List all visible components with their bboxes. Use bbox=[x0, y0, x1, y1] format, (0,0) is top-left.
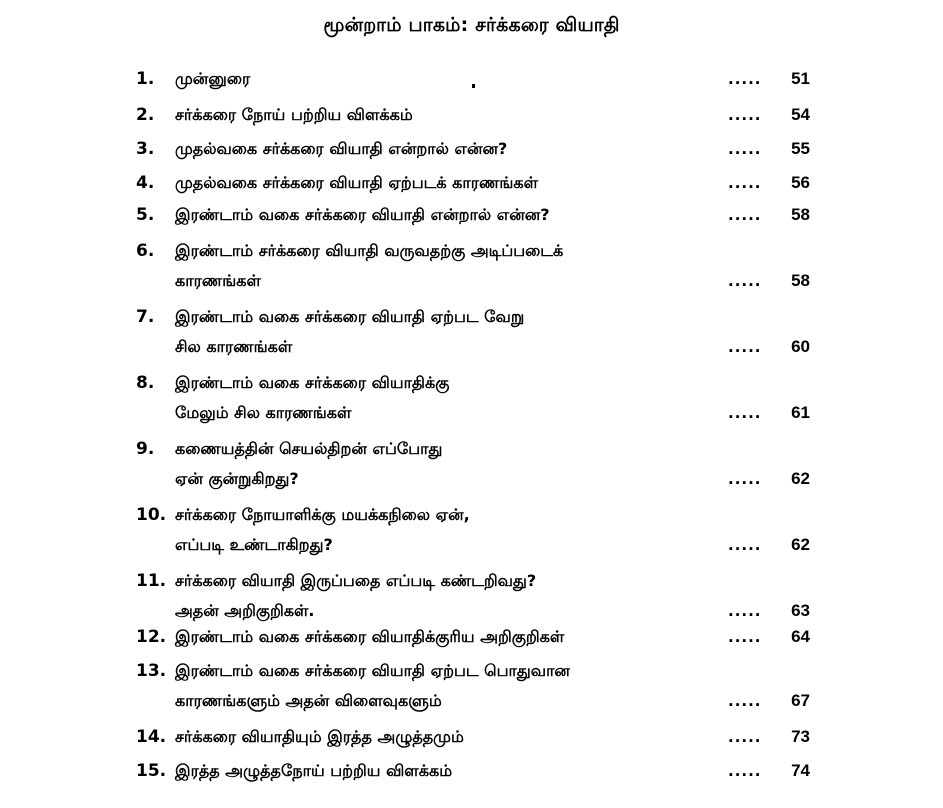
toc-entry-leader: ..... bbox=[728, 536, 762, 554]
toc-entry-page: 58 bbox=[791, 205, 810, 224]
toc-entry-title bbox=[175, 722, 720, 752]
toc-entry-title bbox=[175, 236, 720, 296]
toc-entry-title-line: முதல்வகை சர்க்கரை வியாதி ஏற்படக் காரணங்கள் bbox=[175, 173, 539, 192]
toc-entry-leader: ..... bbox=[728, 470, 762, 488]
toc-entry-title bbox=[175, 500, 720, 560]
toc-entry-leader: ..... bbox=[728, 728, 762, 746]
toc-entry-title-line: சில காரணங்கள் bbox=[175, 337, 293, 356]
toc-entry-number: 4. bbox=[136, 173, 155, 193]
toc-entry-title-line: காரணங்கள் bbox=[175, 271, 261, 290]
toc-entry-number: 12. bbox=[136, 627, 167, 647]
toc-entry-title-line: இரண்டாம் வகை சர்க்கரை வியாதி என்றால் என்ன? bbox=[175, 205, 550, 224]
toc-entry-number: 10. bbox=[136, 505, 167, 525]
toc-entry-title bbox=[175, 134, 720, 164]
toc-entry-number: 2. bbox=[136, 105, 155, 125]
toc-entry-leader: ..... bbox=[728, 272, 762, 290]
toc-entry-title-line: கணையத்தின் செயல்திறன் எப்போது bbox=[175, 439, 443, 458]
toc-entry-page: 67 bbox=[791, 691, 810, 710]
toc-entry-number: 1. bbox=[136, 69, 155, 89]
toc-entry-title-line: சர்க்கரை வியாதியும் இரத்த அழுத்தமும் bbox=[175, 727, 464, 746]
toc-entry-title-line: இரண்டாம் வகை சர்க்கரை வியாதிக்குரிய அறிகுறிகள் bbox=[175, 627, 565, 646]
toc-entry-number: 13. bbox=[136, 661, 167, 681]
toc-entry-number: 3. bbox=[136, 139, 155, 159]
toc-entry-page: 73 bbox=[791, 727, 810, 746]
toc-entry-page: 62 bbox=[791, 469, 810, 488]
toc-entry-leader: ..... bbox=[728, 628, 762, 646]
toc-entry-page: 58 bbox=[791, 271, 810, 290]
toc-entry-leader: ..... bbox=[728, 206, 762, 224]
toc-entry-title-line: இரண்டாம் சர்க்கரை வியாதி வருவதற்கு அடிப்படைக் bbox=[175, 241, 564, 260]
toc-entry-page: 54 bbox=[791, 105, 810, 124]
toc-entry-page: 51 bbox=[791, 69, 810, 88]
toc-entry-leader: ..... bbox=[728, 174, 762, 192]
toc-entry-title-line: அதன் அறிகுறிகள். bbox=[175, 601, 315, 620]
toc-entry-title bbox=[175, 100, 720, 130]
toc-entry-title bbox=[175, 302, 720, 362]
toc-entry-title-line: ஏன் குன்றுகிறது? bbox=[175, 469, 299, 488]
toc-entry-number: 8. bbox=[136, 373, 155, 393]
toc-entry-title-line: இரண்டாம் வகை சர்க்கரை வியாதி ஏற்பட வேறு bbox=[175, 307, 525, 326]
toc-entry-number: 11. bbox=[136, 571, 167, 591]
toc-entry-title-line: முதல்வகை சர்க்கரை வியாதி என்றால் என்ன? bbox=[175, 139, 508, 158]
toc-entry-leader: ..... bbox=[728, 404, 762, 422]
toc-entry-number: 6. bbox=[136, 241, 155, 261]
toc-entry-leader: ..... bbox=[728, 140, 762, 158]
toc-entry-page: 55 bbox=[791, 139, 810, 158]
toc-entry-title bbox=[175, 656, 720, 716]
toc-entry-title bbox=[175, 622, 720, 652]
toc-entry-page: 74 bbox=[791, 761, 810, 780]
toc-entry-title bbox=[175, 434, 720, 494]
toc-entry-number: 14. bbox=[136, 727, 167, 747]
toc-entry-page: 62 bbox=[791, 535, 810, 554]
toc-entry-leader: ..... bbox=[728, 762, 762, 780]
toc-entry-title-line: சர்க்கரை நோய் பற்றிய விளக்கம் bbox=[175, 105, 413, 124]
toc-entry-leader: ..... bbox=[728, 70, 762, 88]
toc-entry-page: 60 bbox=[791, 337, 810, 356]
section-heading: மூன்றாம் பாகம்: சர்க்கரை வியாதி bbox=[323, 14, 620, 36]
toc-entry-number: 7. bbox=[136, 307, 155, 327]
toc-entry-page: 61 bbox=[791, 403, 810, 422]
toc-entry-page: 63 bbox=[791, 601, 810, 620]
toc-entry-title-line: எப்படி உண்டாகிறது? bbox=[175, 535, 333, 554]
toc-entry-number: 5. bbox=[136, 205, 155, 225]
toc-entry-page: 56 bbox=[791, 173, 810, 192]
toc-entry-title bbox=[175, 368, 720, 428]
toc-entry-number: 15. bbox=[136, 761, 167, 781]
toc-entry-leader: ..... bbox=[728, 602, 762, 620]
toc-entry-title-line: சர்க்கரை வியாதி இருப்பதை எப்படி கண்டறிவது? bbox=[175, 571, 537, 590]
toc-entry-leader: ..... bbox=[728, 338, 762, 356]
toc-entry-title bbox=[175, 64, 720, 94]
toc-entry-title-line: முன்னுரை bbox=[175, 69, 251, 88]
toc-entry-title-line: சர்க்கரை நோயாளிக்கு மயக்கநிலை ஏன், bbox=[175, 505, 470, 524]
toc-entry-title-line: இரண்டாம் வகை சர்க்கரை வியாதி ஏற்பட பொதுவான bbox=[175, 661, 570, 680]
toc-entry-title bbox=[175, 168, 720, 198]
toc-entry-number: 9. bbox=[136, 439, 155, 459]
toc-entry-leader: ..... bbox=[728, 106, 762, 124]
toc-entry-title-line: காரணங்களும் அதன் விளைவுகளும் bbox=[175, 691, 442, 710]
toc-entry-leader: ..... bbox=[728, 692, 762, 710]
toc-entry-title bbox=[175, 756, 720, 786]
toc-entry-title bbox=[175, 200, 720, 230]
toc-entry-title bbox=[175, 566, 720, 626]
toc-entry-title-line: இரண்டாம் வகை சர்க்கரை வியாதிக்கு bbox=[175, 373, 450, 392]
toc-entry-page: 64 bbox=[791, 627, 810, 646]
toc-entry-title-line: மேலும் சில காரணங்கள் bbox=[175, 403, 352, 422]
toc-entry-title-line: இரத்த அழுத்தநோய் பற்றிய விளக்கம் bbox=[175, 761, 453, 780]
